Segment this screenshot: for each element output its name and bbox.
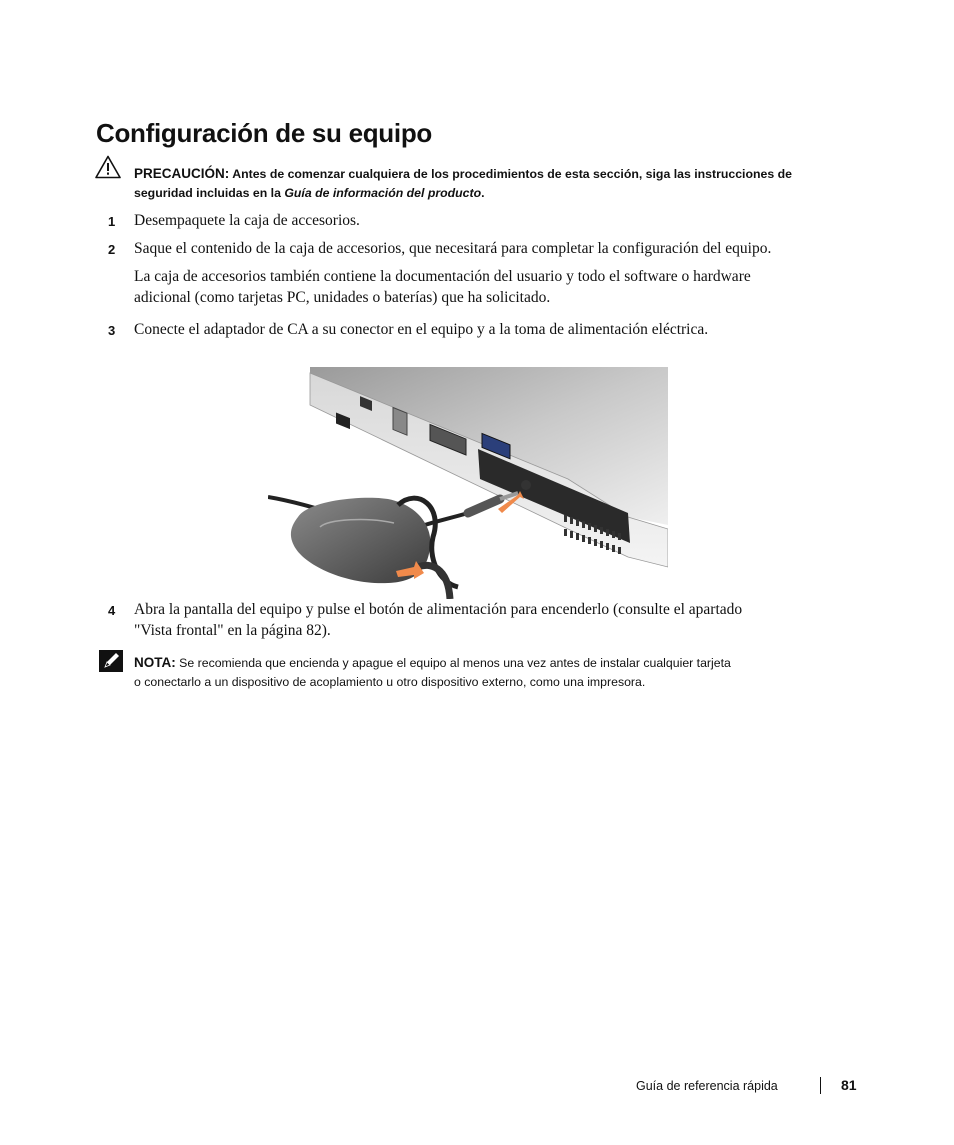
note-label: NOTA: bbox=[134, 655, 176, 670]
step-number: 1 bbox=[108, 214, 116, 229]
step-3-text: Conecte el adaptador de CA a su conector en el equipo y a la toma de alimentación eléctrica. bbox=[134, 321, 709, 338]
step-number: 2 bbox=[108, 242, 116, 257]
page-title: Configuración de su equipo bbox=[96, 118, 432, 148]
note-line-2: o conectarlo a un dispositivo de acoplamiento u otro dispositivo externo, como una impresora. bbox=[134, 675, 646, 689]
caution-label: PRECAUCIÓN: bbox=[134, 166, 230, 181]
caution-text-1: Antes de comenzar cualquiera de los procedimientos de esta sección, siga las instrucciones de bbox=[232, 167, 792, 181]
step-number: 3 bbox=[108, 323, 116, 338]
step-2-text: Saque el contenido de la caja de accesorios, que necesitará para completar la configuración del equipo. bbox=[134, 240, 772, 257]
warning-triangle-icon bbox=[95, 155, 121, 179]
footer-separator bbox=[820, 1077, 821, 1094]
step-4-text-line-2: "Vista frontal" en la página 82). bbox=[134, 622, 331, 639]
note-pencil-icon bbox=[99, 650, 123, 672]
page-number: 81 bbox=[841, 1077, 857, 1093]
product-info-guide-ref: Guía de información del producto bbox=[284, 186, 482, 200]
note-text-1: Se recomienda que encienda y apague el equipo al menos una vez antes de instalar cualquier tarjeta bbox=[179, 656, 731, 670]
step-2-extra-line-2: adicional (como tarjetas PC, unidades o baterías) que ha solicitado. bbox=[134, 289, 551, 306]
step-1-text: Desempaquete la caja de accesorios. bbox=[134, 212, 360, 229]
note-line-1 bbox=[134, 655, 731, 670]
step-4-text-line-1: Abra la pantalla del equipo y pulse el botón de alimentación para encenderlo (consulte el apartado bbox=[134, 601, 743, 618]
caution-line-2 bbox=[134, 186, 485, 200]
caution-line-1 bbox=[134, 166, 792, 181]
caution-text-2: seguridad incluidas en la bbox=[134, 186, 281, 200]
footer-guide-title: Guía de referencia rápida bbox=[636, 1079, 778, 1093]
step-number: 4 bbox=[108, 603, 116, 618]
step-2-extra-line-1: La caja de accesorios también contiene la documentación del usuario y todo el software o hardware bbox=[134, 268, 751, 285]
ac-adapter-illustration bbox=[268, 367, 668, 599]
caution-period: . bbox=[481, 186, 485, 200]
